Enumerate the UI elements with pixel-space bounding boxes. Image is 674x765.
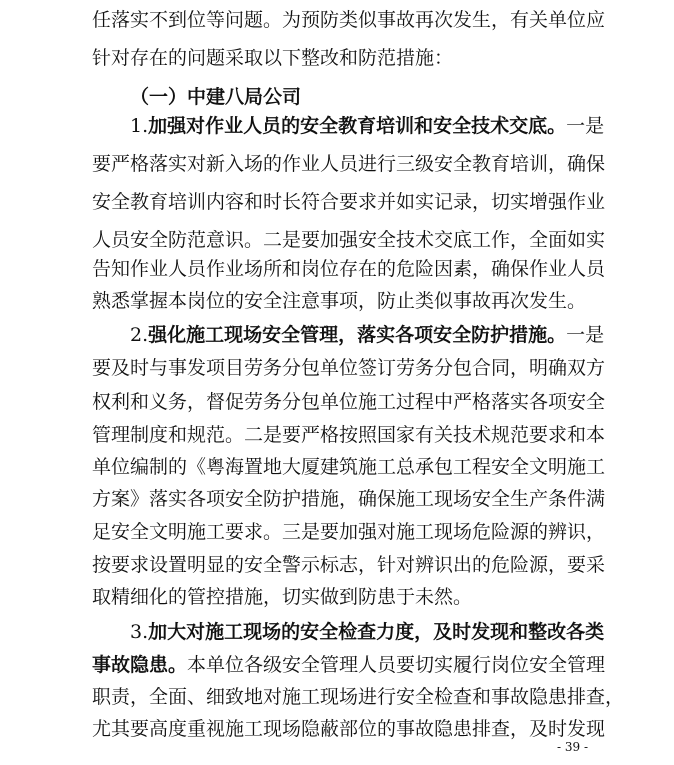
body-line: 安全教育培训内容和时长符合要求并如实记录，切实增强作业 (92, 191, 606, 213)
body-line: 足安全文明施工要求。三是要加强对施工现场危险源的辨识， (92, 521, 606, 543)
item-heading-text: 一是 (566, 115, 605, 137)
numbered-item-heading (130, 113, 605, 139)
body-line: 按要求设置明显的安全警示标志，针对辨识出的危险源，要采 (92, 554, 606, 576)
body-line: 方案》落实各项安全防护措施，确保施工现场安全生产条件满 (92, 488, 606, 510)
item-number: 3. (130, 621, 149, 643)
item-heading-bold: 加强对作业人员的安全教育培训和安全技术交底。 (148, 115, 567, 137)
item-heading-bold: 强化施工现场安全管理，落实各项安全防护措施。 (148, 324, 567, 346)
body-line: 要及时与事发项目劳务分包单位签订劳务分包合同，明确双方 (92, 357, 606, 379)
numbered-item-heading (130, 322, 605, 348)
page-number: - 39 - (556, 740, 588, 754)
section-heading: （一）中建八局公司 (130, 86, 302, 108)
item-number: 2. (130, 324, 149, 346)
item-heading-bold: 加大对施工现场的安全检查力度，及时发现和整改各类 (148, 621, 605, 643)
item-heading-text: 本单位各级安全管理人员要切实履行岗位安全管理 (187, 654, 606, 676)
body-line: 熟悉掌握本岗位的安全注意事项，防止类似事故再次发生。 (92, 290, 587, 312)
body-line: 告知作业人员作业场所和岗位存在的危险因素，确保作业人员 (92, 258, 606, 280)
body-line: 管理制度和规范。二是要严格按照国家有关技术规范要求和本 (92, 424, 606, 446)
body-line: 任落实不到位等问题。为预防类似事故再次发生，有关单位应 (92, 9, 606, 31)
body-line: 针对存在的问题采取以下整改和防范措施： (92, 47, 454, 69)
numbered-item-heading (130, 619, 605, 645)
body-line: 要严格落实对新入场的作业人员进行三级安全教育培训，确保 (92, 153, 606, 175)
body-line: 职责，全面、细致地对施工现场进行安全检查和事故隐患排查， (92, 686, 625, 708)
body-line: 取精细化的管控措施，切实做到防患于未然。 (92, 586, 473, 608)
item-number: 1. (130, 115, 149, 137)
item-heading-bold: 事故隐患。 (92, 654, 188, 676)
body-line-with-heading (92, 652, 606, 678)
body-line: 人员安全防范意识。二是要加强安全技术交底工作，全面如实 (92, 229, 606, 251)
body-line: 尤其要高度重视施工现场隐蔽部位的事故隐患排查，及时发现 (92, 718, 606, 740)
item-heading-text: 一是 (566, 324, 605, 346)
body-line: 权利和义务，督促劳务分包单位施工过程中严格落实各项安全 (92, 391, 606, 413)
body-line: 单位编制的《粤海置地大厦建筑施工总承包工程安全文明施工 (92, 456, 606, 478)
